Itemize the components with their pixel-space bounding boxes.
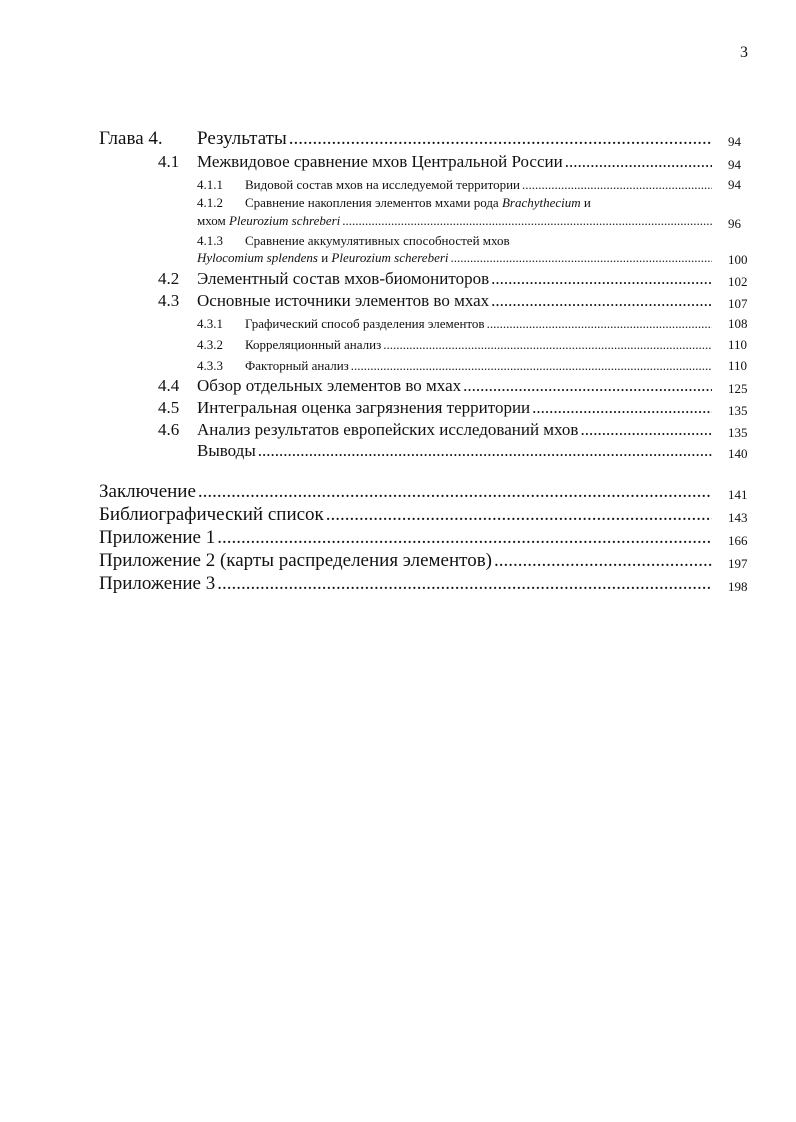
toc-entry-4-1-2-line2[interactable] bbox=[197, 213, 714, 229]
leader-dots bbox=[258, 441, 712, 461]
toc-entry-4-4[interactable] bbox=[197, 376, 714, 396]
toc-entry-page: 94 bbox=[728, 177, 741, 192]
leader-dots bbox=[217, 527, 712, 549]
leader-dots bbox=[198, 481, 712, 503]
toc-entry-chapter-4[interactable] bbox=[197, 128, 714, 150]
leader-dots bbox=[532, 398, 712, 418]
leader-dots bbox=[565, 152, 712, 172]
toc-entry-conclusions[interactable] bbox=[197, 441, 714, 461]
taxon-name: Brachythecium bbox=[501, 195, 581, 210]
subsection-number: 4.1.2 bbox=[197, 195, 223, 210]
toc-entry-page: 107 bbox=[728, 296, 748, 311]
leader-dots bbox=[491, 291, 712, 311]
toc-entry-appendix-3[interactable] bbox=[99, 573, 714, 595]
toc-entry-4-1-3-line2[interactable] bbox=[197, 250, 714, 266]
leader-dots bbox=[463, 376, 712, 396]
subsection-number: 4.1.3 bbox=[197, 233, 223, 248]
subsection-number: 4.3.2 bbox=[197, 337, 223, 352]
leader-dots bbox=[487, 316, 712, 332]
toc-entry-4-3[interactable] bbox=[197, 291, 714, 311]
section-number: 4.3 bbox=[158, 291, 180, 310]
toc-entry-title: Обзор отдельных элементов во мхах bbox=[197, 376, 462, 395]
toc-entry-title: Приложение 2 (карты распределения элементов) bbox=[99, 550, 493, 571]
toc-entry-title: Межвидовое сравнение мхов Центральной России bbox=[197, 152, 563, 171]
leader-dots bbox=[491, 269, 712, 289]
toc-entry-page: 96 bbox=[728, 216, 741, 231]
leader-dots bbox=[351, 358, 712, 374]
toc-entry-title: Основные источники элементов во мхах bbox=[197, 291, 490, 310]
toc-entry-page: 140 bbox=[728, 446, 748, 461]
section-number: 4.4 bbox=[158, 376, 180, 395]
toc-entry-page: 135 bbox=[728, 403, 748, 418]
subsection-number: 4.3.1 bbox=[197, 316, 223, 331]
toc-entry-4-5[interactable] bbox=[197, 398, 714, 418]
toc-entry-4-1-3-line1[interactable] bbox=[245, 233, 510, 249]
toc-entry-title: Элементный состав мхов-биомониторов bbox=[197, 269, 490, 288]
section-number: 4.6 bbox=[158, 420, 180, 439]
leader-dots bbox=[342, 213, 712, 229]
toc-entry-title: Библиографический список bbox=[99, 504, 324, 525]
toc-entry-text: и bbox=[321, 250, 329, 265]
leader-dots bbox=[494, 550, 712, 572]
toc-entry-title: Корреляционный анализ bbox=[245, 337, 382, 352]
toc-entry-text: Сравнение аккумулятивных способностей мхов bbox=[245, 233, 510, 248]
leader-dots bbox=[326, 504, 712, 526]
toc-entry-page: 166 bbox=[728, 533, 748, 548]
toc-entry-4-2[interactable] bbox=[197, 269, 714, 289]
toc-entry-page: 125 bbox=[728, 381, 748, 396]
toc-entry-page: 110 bbox=[728, 358, 748, 373]
toc-entry-page: 143 bbox=[728, 510, 748, 525]
toc-entry-text: и bbox=[583, 195, 591, 210]
toc-entry-title: Анализ результатов европейских исследований мхов bbox=[197, 420, 579, 439]
toc-entry-page: 141 bbox=[728, 487, 748, 502]
taxon-name: Hylocomium splendens bbox=[197, 250, 318, 265]
toc-entry-title: Интегральная оценка загрязнения территории bbox=[197, 398, 531, 417]
subsection-number: 4.1.1 bbox=[197, 177, 223, 192]
toc-entry-4-1[interactable] bbox=[197, 152, 714, 172]
toc-entry-bibliography[interactable] bbox=[99, 504, 714, 526]
leader-dots bbox=[451, 250, 712, 266]
leader-dots bbox=[522, 177, 712, 193]
taxon-name: Pleurozium schreberi bbox=[228, 213, 341, 228]
toc-entry-4-3-3[interactable] bbox=[245, 358, 714, 374]
section-number: 4.1 bbox=[158, 152, 180, 171]
section-number: 4.5 bbox=[158, 398, 180, 417]
taxon-name: Pleurozium schereberi bbox=[331, 250, 449, 265]
toc-entry-title: Видовой состав мхов на исследуемой территории bbox=[245, 177, 521, 192]
toc-entry-title: Графический способ разделения элементов bbox=[245, 316, 485, 331]
toc-entry-text: Сравнение накопления элементов мхами рода bbox=[245, 195, 499, 210]
toc-entry-title: Выводы bbox=[197, 441, 256, 460]
leader-dots bbox=[383, 337, 712, 353]
toc-entry-text: мхом bbox=[197, 213, 226, 228]
toc-entry-title: Приложение 3 bbox=[99, 573, 216, 594]
leader-dots bbox=[580, 420, 712, 440]
toc-entry-title: Результаты bbox=[197, 128, 287, 149]
toc-entry-4-6[interactable] bbox=[197, 420, 714, 440]
section-number: 4.2 bbox=[158, 269, 180, 288]
toc-entry-4-1-2-line1[interactable] bbox=[245, 195, 591, 211]
toc-entry-4-3-2[interactable] bbox=[245, 337, 714, 353]
toc-entry-page: 135 bbox=[728, 425, 748, 440]
toc-entry-4-3-1[interactable] bbox=[245, 316, 714, 332]
toc-entry-appendix-2[interactable] bbox=[99, 550, 714, 572]
toc-entry-page: 94 bbox=[728, 134, 741, 149]
toc-entry-page: 94 bbox=[728, 157, 741, 172]
toc-entry-page: 108 bbox=[728, 316, 748, 331]
toc-entry-title: Факторный анализ bbox=[245, 358, 349, 373]
toc-entry-page: 197 bbox=[728, 556, 748, 571]
leader-dots bbox=[289, 128, 712, 150]
toc-entry-page: 102 bbox=[728, 274, 748, 289]
toc-entry-title: Заключение bbox=[99, 481, 196, 502]
chapter-number: Глава 4. bbox=[99, 128, 163, 149]
toc-entry-appendix-1[interactable] bbox=[99, 527, 714, 549]
leader-dots bbox=[217, 573, 712, 595]
page-number: 3 bbox=[740, 44, 748, 61]
toc-entry-page: 110 bbox=[728, 337, 748, 352]
toc-entry-page: 100 bbox=[728, 252, 748, 267]
toc-entry-page: 198 bbox=[728, 579, 748, 594]
toc-entry-title: Приложение 1 bbox=[99, 527, 216, 548]
toc-entry-zaklyuchenie[interactable] bbox=[99, 481, 714, 503]
subsection-number: 4.3.3 bbox=[197, 358, 223, 373]
toc-entry-4-1-1[interactable] bbox=[245, 177, 714, 193]
